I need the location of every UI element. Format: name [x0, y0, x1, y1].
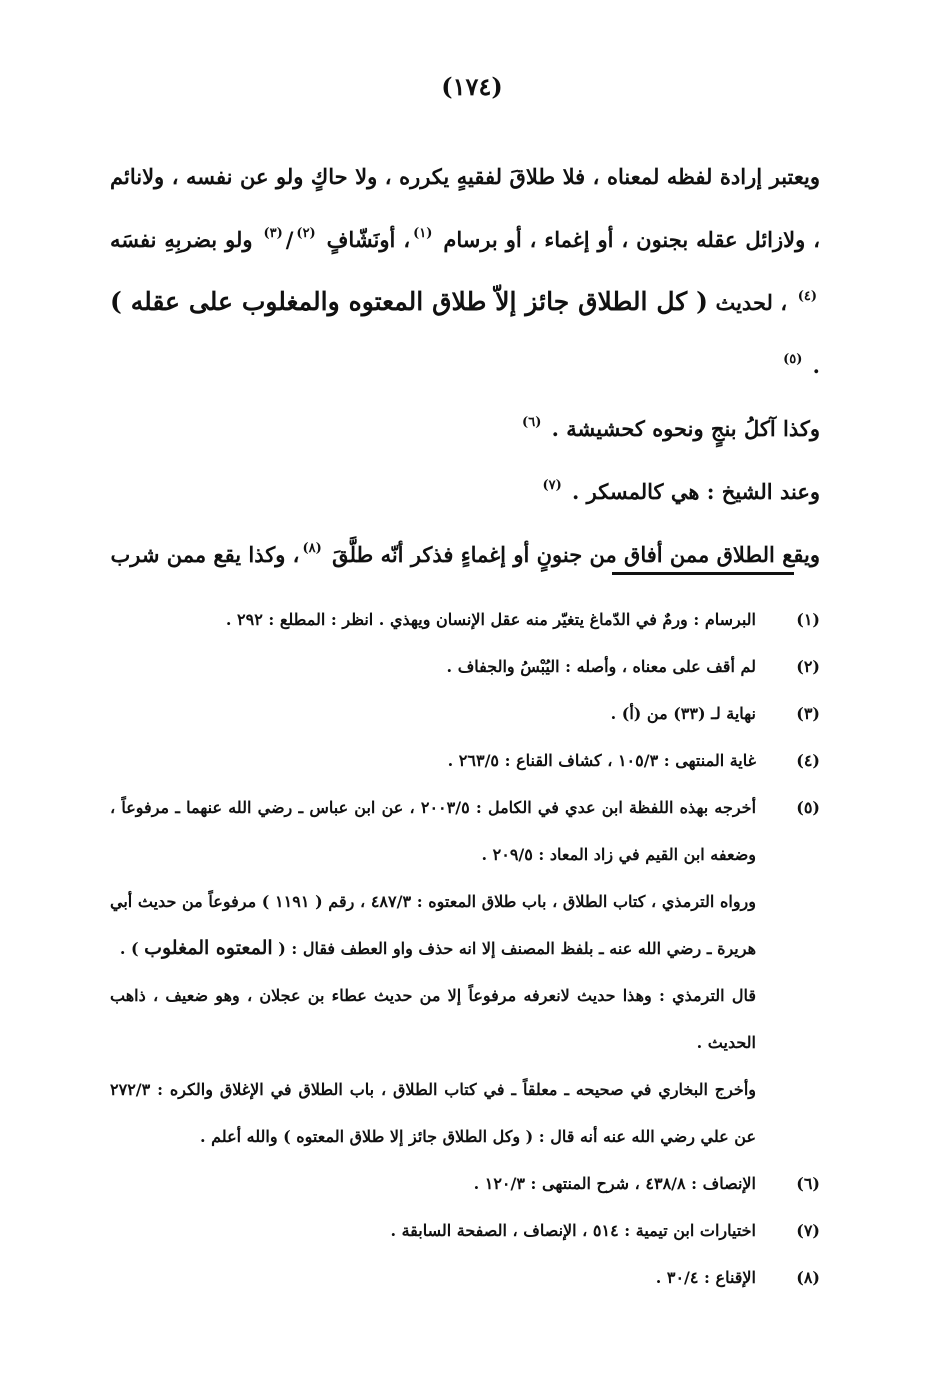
footnote-paragraph [110, 784, 756, 878]
footnote-ref: (٣) [263, 226, 283, 241]
text-run: ولو بضربِهِ نفسَه [110, 227, 261, 252]
footnote-number: (٤) [796, 751, 820, 770]
footnote-ref: (٦) [522, 415, 542, 430]
footnote [110, 1207, 820, 1254]
footnote [110, 643, 820, 690]
text-run: ) . [119, 939, 145, 958]
main-text [110, 148, 820, 583]
text-run: ، لحديث [707, 290, 795, 315]
body-paragraph [110, 457, 820, 520]
footnote-number: (٦) [796, 1174, 820, 1193]
footnote-paragraph [110, 690, 756, 737]
footnote-paragraph [110, 1254, 756, 1301]
footnote-number: (٥) [796, 798, 820, 817]
footnote [110, 1254, 820, 1301]
footnote-paragraph [110, 1066, 756, 1160]
text-run: / [285, 227, 294, 252]
footnote [110, 596, 820, 643]
text-run: أخرجه بهذه اللفظة ابن عدي في الكامل : ٢٠٠٣/٥ ، عن ابن عباس ـ رضي الله عنهما ـ مرفوعاً ، وضعفه ابن القيم في زاد المعاد : ٢٠٩/٥ . [110, 798, 757, 864]
text-run: ، وكذا يقع ممن شرب [110, 542, 300, 567]
footnote-number: (٨) [796, 1268, 820, 1287]
footnote-text [110, 737, 756, 784]
footnote-ref: (٨) [302, 541, 322, 556]
text-run: ، أونَشّافٍ [318, 227, 411, 252]
text-run: البرسام : ورمٌ في الدّماغ يتغيّر منه عقل الإنسان ويهذي . انظر : المطلع : ٢٩٢ . [225, 610, 756, 629]
footnote-number: (١) [796, 610, 820, 629]
footnote-paragraph [110, 1160, 756, 1207]
footnote-paragraph [110, 878, 756, 972]
footnote-paragraph [110, 1207, 756, 1254]
footnote [110, 690, 820, 737]
body-paragraph [110, 394, 820, 457]
text-run: الإقناع : ٣٠/٤ . [655, 1268, 756, 1287]
footnote [110, 1160, 820, 1207]
footnote-paragraph [110, 596, 756, 643]
text-run: ويقع الطلاق ممن أفاق من جنونٍ أو إغماءٍ فذكر أنّه طلَّقَ [324, 542, 820, 567]
footnote-text [110, 690, 756, 737]
footnote-text [110, 1160, 756, 1207]
footnote-divider [612, 572, 794, 575]
footnote-number: (٢) [796, 657, 820, 676]
page-number: (١٧٤) [441, 72, 503, 101]
text-run: ويعتبر إرادة لفظه لمعناه ، فلا طلاقَ لفقيهٍ يكرره ، ولا حاكٍ ولو عن نفسه ، ولانائم ، ولازائل عقله بجنون ، أو إغماء ، أو برسام [110, 164, 820, 252]
text-run: . [805, 353, 820, 378]
emphasized-text: المعتوه المغلوب [144, 937, 273, 959]
body-paragraph [110, 148, 820, 394]
footnote-ref: (١) [413, 226, 433, 241]
footnote-paragraph [110, 643, 756, 690]
footnote-ref: (٤) [797, 289, 818, 304]
footnote-paragraph [110, 737, 756, 784]
text-run: غاية المنتهى : ١٠٥/٣ ، كشاف القناع : ٢٦٣/٥ . [447, 751, 756, 770]
text-run: نهاية لـ (٣٣) من (أ) . [610, 704, 756, 723]
footnote-number: (٧) [796, 1221, 820, 1240]
text-run: وكذا آكلُ بنجٍ ونحوه كحشيشة . [544, 416, 820, 441]
footnote [110, 737, 820, 784]
footnote [110, 784, 820, 1160]
footnote-text [110, 1254, 756, 1301]
text-run: قال الترمذي : وهذا حديث لانعرفه مرفوعاً إلا من حديث عطاء بن عجلان ، وهو ضعيف ، ذاهب الحديث . [110, 986, 756, 1052]
footnote-text [110, 784, 756, 1160]
text-run: لم أقف على معناه ، وأصله : اليُبْسُ والجفاف . [446, 657, 756, 676]
text-run: ورواه الترمذي ، كتاب الطلاق ، باب طلاق المعتوه : ٤٨٧/٣ ، رقم ( ١١٩١ ) مرفوعاً من حديث أبي هريرة ـ رضي الله عنه ـ بلفظ المصنف إلا انه حذف واو العطف فقال : ( [110, 892, 756, 958]
footnote-number: (٣) [796, 704, 820, 723]
text-run: الإنصاف : ٤٣٨/٨ ، شرح المنتهى : ١٢٠/٣ . [473, 1174, 756, 1193]
footnote-ref: (٢) [296, 226, 316, 241]
footnotes [110, 596, 820, 1301]
footnote-text [110, 643, 756, 690]
text-run: وأخرج البخاري في صحيحه ـ معلقاً ـ في كتاب الطلاق ، باب الطلاق في الإغلاق والكره : ٢٧٢/٣ عن علي رضي الله عنه أنه قال : ( وكل الطلاق جائز إلا طلاق المعتوه ) والله أعلم . [110, 1080, 756, 1146]
footnote-ref: (٧) [542, 478, 562, 493]
text-run: وعند الشيخ : هي كالمسكر . [564, 479, 820, 504]
footnote-paragraph [110, 972, 756, 1066]
footnote-text [110, 596, 756, 643]
footnote-text [110, 1207, 756, 1254]
emphasized-text: ( كل الطلاق جائز إلاّ طلاق المعتوه والمغلوب على عقله ) [110, 287, 708, 316]
text-run: اختيارات ابن تيمية : ٥١٤ ، الإنصاف ، الصفحة السابقة . [390, 1221, 756, 1240]
footnote-ref: (٥) [783, 352, 803, 367]
